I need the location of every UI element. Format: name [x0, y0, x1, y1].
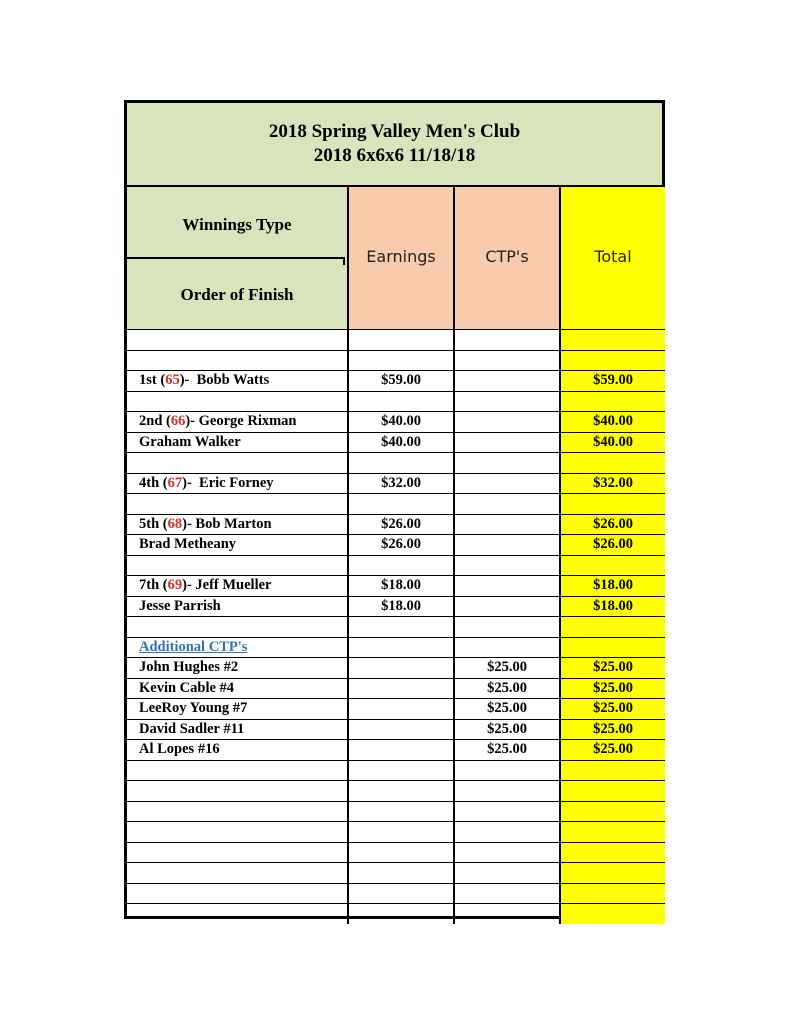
place-label: 5th ( [139, 515, 168, 532]
ctp-cell [455, 576, 561, 596]
finisher-cell [127, 515, 349, 535]
earnings-cell [349, 699, 455, 719]
finisher-cell [127, 474, 349, 494]
player-name: David Sadler #11 [139, 720, 245, 737]
table-row [127, 452, 662, 473]
total-cell: $25.00 [561, 699, 665, 719]
earnings-cell: $18.00 [349, 597, 455, 617]
finisher-cell [127, 412, 349, 432]
total-cell [561, 556, 665, 576]
score-value: 65 [165, 372, 180, 388]
total-cell: $32.00 [561, 474, 665, 494]
player-name: Eric Forney [191, 474, 274, 491]
earnings-header [349, 187, 455, 329]
earnings-cell [349, 802, 455, 822]
finisher-cell [127, 371, 349, 391]
earnings-cell [349, 720, 455, 740]
ctp-cell [455, 494, 561, 514]
place-separator: )- [179, 372, 190, 388]
ctp-cell: $25.00 [455, 699, 561, 719]
earnings-header-label: Earnings [366, 247, 436, 266]
ctp-cell [455, 371, 561, 391]
finisher-cell [127, 638, 349, 658]
total-cell: $18.00 [561, 597, 665, 617]
place-separator: )- [185, 413, 196, 429]
earnings-cell [349, 658, 455, 678]
place-label: 2nd ( [139, 413, 171, 429]
finisher-cell [127, 494, 349, 514]
total-cell [561, 761, 665, 781]
total-cell: $25.00 [561, 658, 665, 678]
score-value: 69 [167, 577, 183, 593]
ctp-cell [455, 433, 561, 453]
ctp-cell [455, 556, 561, 576]
total-cell [561, 884, 665, 904]
table-row [127, 329, 662, 350]
finisher-cell [127, 781, 349, 801]
table-row [127, 411, 662, 432]
finisher-cell [127, 576, 349, 596]
score-value: 68 [167, 515, 183, 532]
additional-ctps-link[interactable]: Additional CTP's [139, 638, 248, 655]
place-separator: )- [182, 515, 192, 532]
table-row [127, 616, 662, 637]
total-cell: $26.00 [561, 515, 665, 535]
results-sheet [124, 100, 665, 919]
finisher-cell [127, 658, 349, 678]
earnings-cell [349, 843, 455, 863]
table-row [127, 842, 662, 863]
finisher-cell [127, 884, 349, 904]
ctps-header [455, 187, 561, 329]
total-header [561, 187, 665, 329]
ctp-cell [455, 351, 561, 371]
player-name: Bobb Watts [189, 372, 270, 388]
place-separator: )- [182, 577, 192, 593]
finisher-cell [127, 822, 349, 842]
total-cell [561, 904, 665, 924]
score-value: 66 [170, 413, 186, 429]
finisher-cell [127, 802, 349, 822]
table-row [127, 739, 662, 760]
finisher-cell [127, 740, 349, 760]
finisher-cell [127, 761, 349, 781]
earnings-cell: $26.00 [349, 515, 455, 535]
finisher-cell [127, 679, 349, 699]
player-name: George Rixman [195, 413, 297, 429]
score-value: 67 [167, 474, 183, 491]
earnings-cell [349, 863, 455, 883]
finisher-cell [127, 904, 349, 924]
player-name: Jeff Mueller [191, 577, 272, 593]
total-cell [561, 822, 665, 842]
total-cell [561, 863, 665, 883]
total-cell [561, 638, 665, 658]
finisher-cell [127, 843, 349, 863]
table-row [127, 391, 662, 412]
total-cell: $59.00 [561, 371, 665, 391]
ctp-cell [455, 843, 561, 863]
earnings-cell [349, 494, 455, 514]
player-name: Al Lopes #16 [139, 741, 220, 757]
finisher-cell [127, 597, 349, 617]
table-row [127, 760, 662, 781]
earnings-cell [349, 781, 455, 801]
earnings-cell [349, 638, 455, 658]
earnings-cell [349, 904, 455, 924]
ctp-cell [455, 474, 561, 494]
total-cell [561, 843, 665, 863]
table-row [127, 473, 662, 494]
earnings-cell: $26.00 [349, 535, 455, 555]
finisher-cell [127, 863, 349, 883]
table-row [127, 903, 662, 924]
total-cell: $25.00 [561, 679, 665, 699]
finisher-cell [127, 699, 349, 719]
ctp-cell [455, 781, 561, 801]
ctp-cell [455, 515, 561, 535]
finisher-cell [127, 453, 349, 473]
winnings-type-label: Winnings Type [182, 215, 292, 234]
ctp-cell [455, 412, 561, 432]
place-label: 7th ( [139, 577, 168, 593]
header-divider [127, 257, 343, 259]
finisher-cell [127, 330, 349, 350]
table-row [127, 596, 662, 617]
earnings-cell [349, 392, 455, 412]
place-label: 4th ( [139, 474, 168, 491]
player-name: LeeRoy Young #7 [139, 700, 248, 716]
total-cell: $25.00 [561, 740, 665, 760]
ctp-cell: $25.00 [455, 658, 561, 678]
earnings-cell [349, 884, 455, 904]
finisher-cell [127, 556, 349, 576]
earnings-cell [349, 556, 455, 576]
finisher-cell [127, 535, 349, 555]
table-row [127, 432, 662, 453]
finisher-cell [127, 392, 349, 412]
table-row [127, 883, 662, 904]
event-title: 2018 6x6x6 11/18/18 [313, 145, 476, 166]
ctp-cell [455, 535, 561, 555]
table-row [127, 493, 662, 514]
title-banner [127, 103, 662, 187]
earnings-cell: $40.00 [349, 412, 455, 432]
table-row [127, 862, 662, 883]
ctp-cell [455, 597, 561, 617]
table-row [127, 370, 662, 391]
total-cell [561, 802, 665, 822]
ctp-cell [455, 802, 561, 822]
earnings-cell: $32.00 [349, 474, 455, 494]
table-row [127, 575, 662, 596]
table-row [127, 678, 662, 699]
ctp-cell: $25.00 [455, 720, 561, 740]
player-name: John Hughes #2 [139, 659, 239, 675]
header-divider-tick [337, 257, 345, 265]
earnings-cell: $18.00 [349, 576, 455, 596]
ctp-cell [455, 392, 561, 412]
player-name: Graham Walker [139, 433, 241, 450]
ctp-cell: $25.00 [455, 740, 561, 760]
player-name: Bob Marton [191, 515, 272, 532]
winnings-order-header [127, 187, 349, 329]
table-row [127, 637, 662, 658]
ctp-cell [455, 638, 561, 658]
order-of-finish-label: Order of Finish [180, 285, 294, 304]
results-table-body [127, 329, 662, 924]
ctp-cell [455, 453, 561, 473]
table-row [127, 719, 662, 740]
finisher-cell [127, 720, 349, 740]
table-row [127, 657, 662, 678]
total-header-label: Total [594, 247, 632, 266]
finisher-cell [127, 617, 349, 637]
ctps-header-label: CTP's [485, 247, 529, 266]
ctp-cell: $25.00 [455, 679, 561, 699]
earnings-cell [349, 822, 455, 842]
ctp-cell [455, 617, 561, 637]
total-cell [561, 351, 665, 371]
finisher-cell [127, 351, 349, 371]
ctp-cell [455, 863, 561, 883]
club-title: 2018 Spring Valley Men's Club [268, 121, 521, 142]
total-cell: $40.00 [561, 433, 665, 453]
earnings-cell [349, 679, 455, 699]
table-row [127, 821, 662, 842]
player-name: Jesse Parrish [139, 597, 221, 614]
earnings-cell: $40.00 [349, 433, 455, 453]
earnings-cell [349, 453, 455, 473]
total-cell: $26.00 [561, 535, 665, 555]
earnings-cell [349, 740, 455, 760]
total-cell [561, 781, 665, 801]
table-row [127, 514, 662, 535]
earnings-cell [349, 351, 455, 371]
table-row [127, 780, 662, 801]
ctp-cell [455, 904, 561, 924]
ctp-cell [455, 884, 561, 904]
earnings-cell [349, 617, 455, 637]
total-cell [561, 617, 665, 637]
total-cell: $18.00 [561, 576, 665, 596]
earnings-cell [349, 330, 455, 350]
place-label: 1st ( [139, 372, 166, 388]
total-cell: $40.00 [561, 412, 665, 432]
ctp-cell [455, 822, 561, 842]
earnings-cell: $59.00 [349, 371, 455, 391]
table-row [127, 534, 662, 555]
player-name: Kevin Cable #4 [139, 679, 235, 696]
table-row [127, 555, 662, 576]
table-row [127, 801, 662, 822]
player-name: Brad Metheany [139, 536, 237, 552]
finisher-cell [127, 433, 349, 453]
place-separator: )- [182, 474, 192, 491]
total-cell [561, 494, 665, 514]
table-row [127, 698, 662, 719]
table-row [127, 350, 662, 371]
ctp-cell [455, 330, 561, 350]
total-cell [561, 453, 665, 473]
total-cell [561, 330, 665, 350]
ctp-cell [455, 761, 561, 781]
total-cell: $25.00 [561, 720, 665, 740]
earnings-cell [349, 761, 455, 781]
total-cell [561, 392, 665, 412]
